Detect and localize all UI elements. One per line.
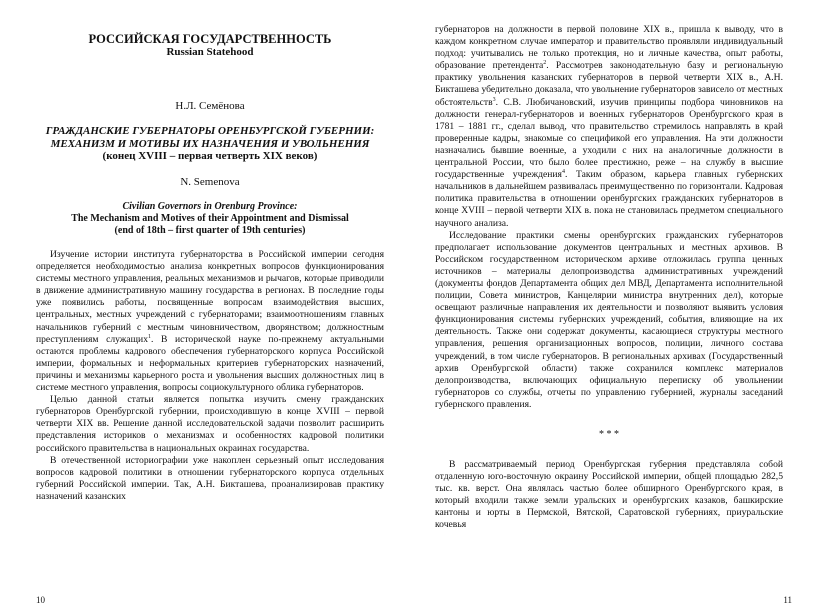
article-title-ru: ГРАЖДАНСКИЕ ГУБЕРНАТОРЫ ОРЕНБУРГСКОЙ ГУБЕРНИИ: МЕХАНИЗМ И МОТИВЫ ИХ НАЗНАЧЕНИЯ И УВОЛЬНЕНИЯ [45,125,375,150]
left-body [36,249,384,503]
section-separator: * * * [599,429,619,440]
footnote-mark: 3 [492,96,496,103]
paragraph: Целью данной статьи является попытка изучить смену гражданских губернаторов Оренбургской губернии, происходившую в конце XVIII – первой четверти XIX вв. Решение данной исследовательской задачи позволит расширить представления историков о механизмах и особенностях кадровой политики российского правительства в национальных окраинах государства. [36,394,384,454]
paragraph: В рассматриваемый период Оренбургская губерния представляла собой отдаленную юго-восточную окраину Российской империи, общей площадью 282,5 тыс. кв. верст. Она являлась частью более обширного Оренбургского края, в который входили также земли уральских и оренбургских казаков, башкирские кантоны и юрты в Пермской, Вятской, Саратовской губерниях, приуральские кочевья [435,459,783,531]
article-title-en-line-2: The Mechanism and Motives of their Appointment and Dismissal [71,213,349,224]
right-page [410,0,820,609]
article-title-en-line-1: Civilian Governors in Orenburg Province: [122,201,298,212]
section-title-en: Russian Statehood [166,46,254,58]
paragraph [36,249,384,394]
page-number: 11 [783,595,792,605]
article-title-en-line-3: (end of 18th – first quarter of 19th centuries) [114,225,306,236]
paragraph [435,24,783,230]
paragraph: В отечественной историографии уже накоплен серьезный опыт исследования вопросов кадровой политики в отношении губернаторского корпуса отдельных губерний Российской империи. Так, А.Н. Бикташева, проанализировав практику назначений казанских [36,454,384,502]
footnote-mark: 1 [148,333,151,340]
paragraph-text: . Рассмотрев законодательную базу и региональную практику увольнения казанских губернаторов в первой четверти XIX в., А.Н. Бикташева убедительно доказала, что увольнение губернаторов зависело от местных обстоятельств [435,60,783,108]
author-ru: Н.Л. Семёнова [175,100,245,112]
page-number: 10 [36,595,45,605]
left-column [36,26,384,503]
footnote-mark: 4 [561,168,565,175]
right-column [435,24,783,532]
paragraph-text: . Таким образом, карьера главных губернских начальников в дальнейшем развивалась преимущественно по горизонтали. Кадровая политика правительства в отношении оренбургских гражданских губернаторов в конце XVIII – первой четверти XIX в. пока не становилась предметом специального научного анализа. [435,169,783,229]
paragraph-text: губернаторов на должности в первой половине XIX в., пришла к выводу, что в каждом конкретном случае император и правительство проявляли индивидуальный подход: учитывались не только протекция, но и личные качества, опыт работы, образование претендента [435,24,783,72]
paragraph-text: Изучение истории института губернаторства в Российской империи сегодня определяется необходимостью анализа конкретных вопросов функционирования системы местного управления, реальных механизмов и рычагов, которые приводили в движение административную машину государства в регионах. В последние годы уже появились работы, посвященные вопросам взаимодействия высших, центральных, местных учреждений с губернаторами; взаимоотношениям главных начальников губерний с местным чиновничеством, дворянством; должностным преступлениям служащих [36,249,384,345]
footnote-mark: 2 [543,60,547,67]
paragraph: Исследование практики смены оренбургских гражданских губернаторов предполагает использование документов центральных и местных архивов. В Российском государственном историческом архиве отложилась группа ценных источников – материалы делопроизводства административных учреждений (документы фондов Департамента общих дел МВД, Департамента исполнительной полиции, Совета министров, Канцелярии министра внутренних дел), которые освещают различные направления их деятельности и позволяют выявить условия функционирования системы губернских учреждений, события, влияющие на их деятельность. Также они содержат документы, касающиеся структуры местного управления, решения организационных вопросов, полиции, личного состава учреждений, в том числе губернаторов. В региональных архивах (Государственный архив Оренбургской области) также сохранился комплекс материалов делопроизводства, включающих официальную переписку об увольнении губернаторов со службы, отчеты по управлению губернией, журналы заседаний губернского правления. [435,229,783,410]
paragraph-text: . В исторической науке по-прежнему актуальными остаются проблемы кадрового обеспечения губернаторского корпуса Российской империи, формальных и неформальных критериев губернаторских назначений, причины и механизмы карьерного роста и увольнения высших должностных лиц в системе местного управления, вопросы социокультурного облика губернаторов. [36,333,384,394]
paragraph-text: . С.В. Любичановский, изучив принципы подбора чиновников на должности генерал-губернаторов и военных губернаторов Оренбургского края в 1781 – 1881 гг., сделал вывод, что правительство стремилось направлять в край проверенные кадры, знакомые со спецификой его управления. На эти должности назначались бывшие военные, а уходили с них на аналогичные должности в центральной России, что было более престижно, реже – на службу в высшие государственные учреждения [435,96,783,181]
article-period-ru: (конец XVIII – первая четверть XIX веков) [102,150,318,162]
section-title-ru: РОССИЙСКАЯ ГОСУДАРСТВЕННОСТЬ [88,32,332,46]
author-en: N. Semenova [180,176,240,188]
